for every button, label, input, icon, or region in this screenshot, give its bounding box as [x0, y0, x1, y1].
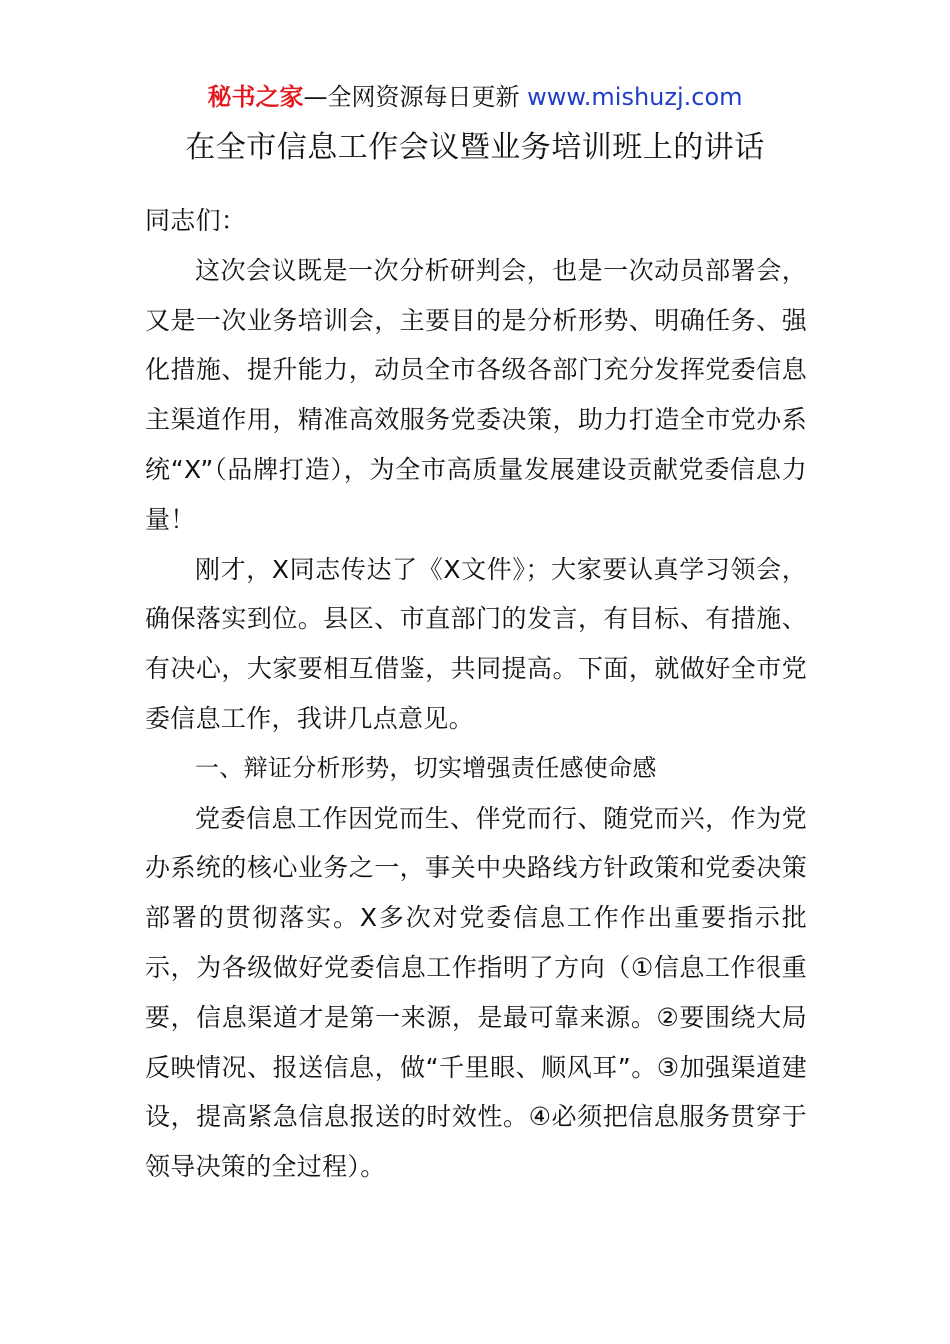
site-header [0, 80, 950, 114]
paragraph-opening: 这次会议既是一次分析研判会，也是一次动员部署会，又是一次业务培训会，主要目的是分析形势、明确任务、强化措施、提升能力，动员全市各级各部门充分发挥党委信息主渠道作用，精准高效服务党委决策，助力打造全市党办系统“X”（品牌打造），为全市高质量发展建设贡献党委信息力量！ [145, 255, 807, 534]
document-body [145, 196, 807, 1192]
document-title: 在全市信息工作会议暨业务培训班上的讲话 [185, 130, 765, 165]
site-brand: 秘书之家 [207, 83, 304, 111]
site-tagline: —全网资源每日更新 [303, 83, 520, 111]
site-url-link[interactable]: www.mishuzj.com [527, 83, 743, 111]
salutation: 同志们： [145, 206, 247, 235]
paragraph-remarks: 刚才，X同志传达了《X文件》；大家要认真学习领会，确保落实到位。县区、市直部门的发言，有目标、有措施、有决心，大家要相互借鉴，共同提高。下面，就做好全市党委信息工作，我讲几点意见。 [145, 554, 807, 733]
section-paragraph: 党委信息工作因党而生、伴党而行、随党而兴，作为党办系统的核心业务之一，事关中央路线方针政策和党委决策部署的贯彻落实。X多次对党委信息工作作出重要指示批示，为各级做好党委信息工作指明了方向（①信息工作很重要，信息渠道才是第一来源，是最可靠来源。②要围绕大局反映情况、报送信息，做“千里眼、顺风耳”。③加强渠道建设，提高紧急信息报送的时效性。④必须把信息服务贯穿于领导决策的全过程）。 [145, 803, 807, 1182]
section-heading: 一、辩证分析形势，切实增强责任感使命感 [195, 753, 657, 782]
